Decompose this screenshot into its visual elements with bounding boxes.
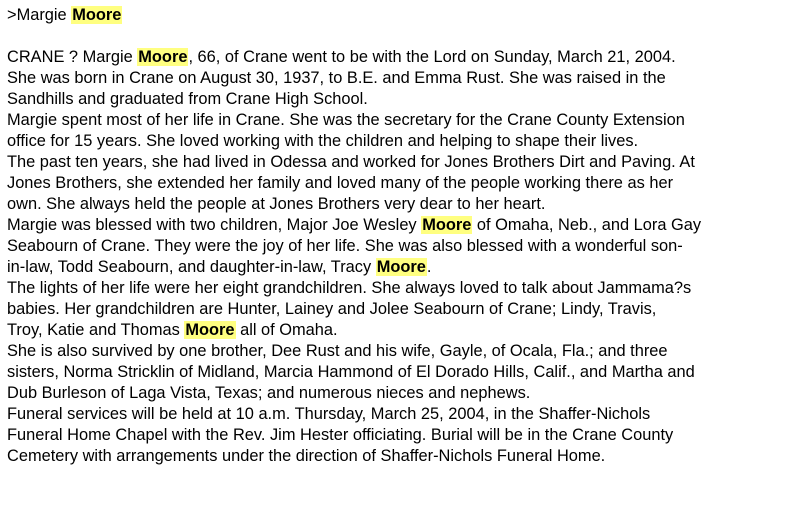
text-segment: , 66, of Crane went to be with the Lord on Sunday, March 21, 2004. (188, 48, 676, 66)
search-highlight: Moore (72, 6, 122, 24)
text-line: Cemetery with arrangements under the direction of Shaffer-Nichols Funeral Home. (7, 447, 606, 465)
search-highlight: Moore (185, 321, 235, 339)
text-segment: in-law, Todd Seabourn, and daughter-in-law, Tracy (7, 258, 376, 276)
text-line: Jones Brothers, she extended her family and loved many of the people working there as her (7, 174, 674, 192)
text-segment: all of Omaha. (235, 321, 338, 339)
search-highlight: Moore (138, 48, 188, 66)
search-highlight: Moore (376, 258, 426, 276)
text-line: Margie spent most of her life in Crane. She was the secretary for the Crane County Extension (7, 111, 685, 129)
text-line (7, 47, 787, 68)
text-line: She is also survived by one brother, Dee Rust and his wife, Gayle, of Ocala, Fla.; and three (7, 342, 668, 360)
text-line (7, 320, 787, 341)
text-line: The lights of her life were her eight grandchildren. She always loved to talk about Jammama?s (7, 279, 692, 297)
text-line: Funeral services will be held at 10 a.m. Thursday, March 25, 2004, in the Shaffer-Nichols (7, 405, 651, 423)
text-line: office for 15 years. She loved working with the children and helping to shape their lives. (7, 132, 639, 150)
title-prefix: >Margie (7, 6, 72, 24)
text-line (7, 215, 787, 236)
text-line: Sandhills and graduated from Crane High School. (7, 90, 368, 108)
paragraph-2 (7, 110, 787, 152)
text-line: She was born in Crane on August 30, 1937, to B.E. and Emma Rust. She was raised in the (7, 69, 666, 87)
blank-line (7, 26, 787, 47)
text-segment: . (426, 258, 432, 276)
text-segment: of Omaha, Neb., and Lora Gay (472, 216, 702, 234)
paragraph-1 (7, 47, 787, 110)
text-line: Funeral Home Chapel with the Rev. Jim Hester officiating. Burial will be in the Crane County (7, 426, 674, 444)
paragraph-7 (7, 404, 787, 467)
text-segment: Margie was blessed with two children, Major Joe Wesley (7, 216, 422, 234)
paragraph-6 (7, 341, 787, 404)
text-line: own. She always held the people at Jones Brothers very dear to her heart. (7, 195, 546, 213)
paragraph-4 (7, 215, 787, 278)
text-line: babies. Her grandchildren are Hunter, Lainey and Jolee Seabourn of Crane; Lindy, Travis, (7, 300, 657, 318)
text-line: Dub Burleson of Laga Vista, Texas; and numerous nieces and nephews. (7, 384, 531, 402)
text-segment: CRANE ? Margie (7, 48, 138, 66)
text-line: Seabourn of Crane. They were the joy of her life. She was also blessed with a wonderful son- (7, 237, 683, 255)
document-title (7, 5, 787, 26)
text-line: sisters, Norma Stricklin of Midland, Marcia Hammond of El Dorado Hills, Calif., and Martha and (7, 363, 695, 381)
paragraph-3 (7, 152, 787, 215)
text-segment: Troy, Katie and Thomas (7, 321, 185, 339)
search-highlight: Moore (422, 216, 472, 234)
text-line (7, 257, 787, 278)
paragraph-5 (7, 278, 787, 341)
text-line: The past ten years, she had lived in Odessa and worked for Jones Brothers Dirt and Paving. At (7, 153, 695, 171)
